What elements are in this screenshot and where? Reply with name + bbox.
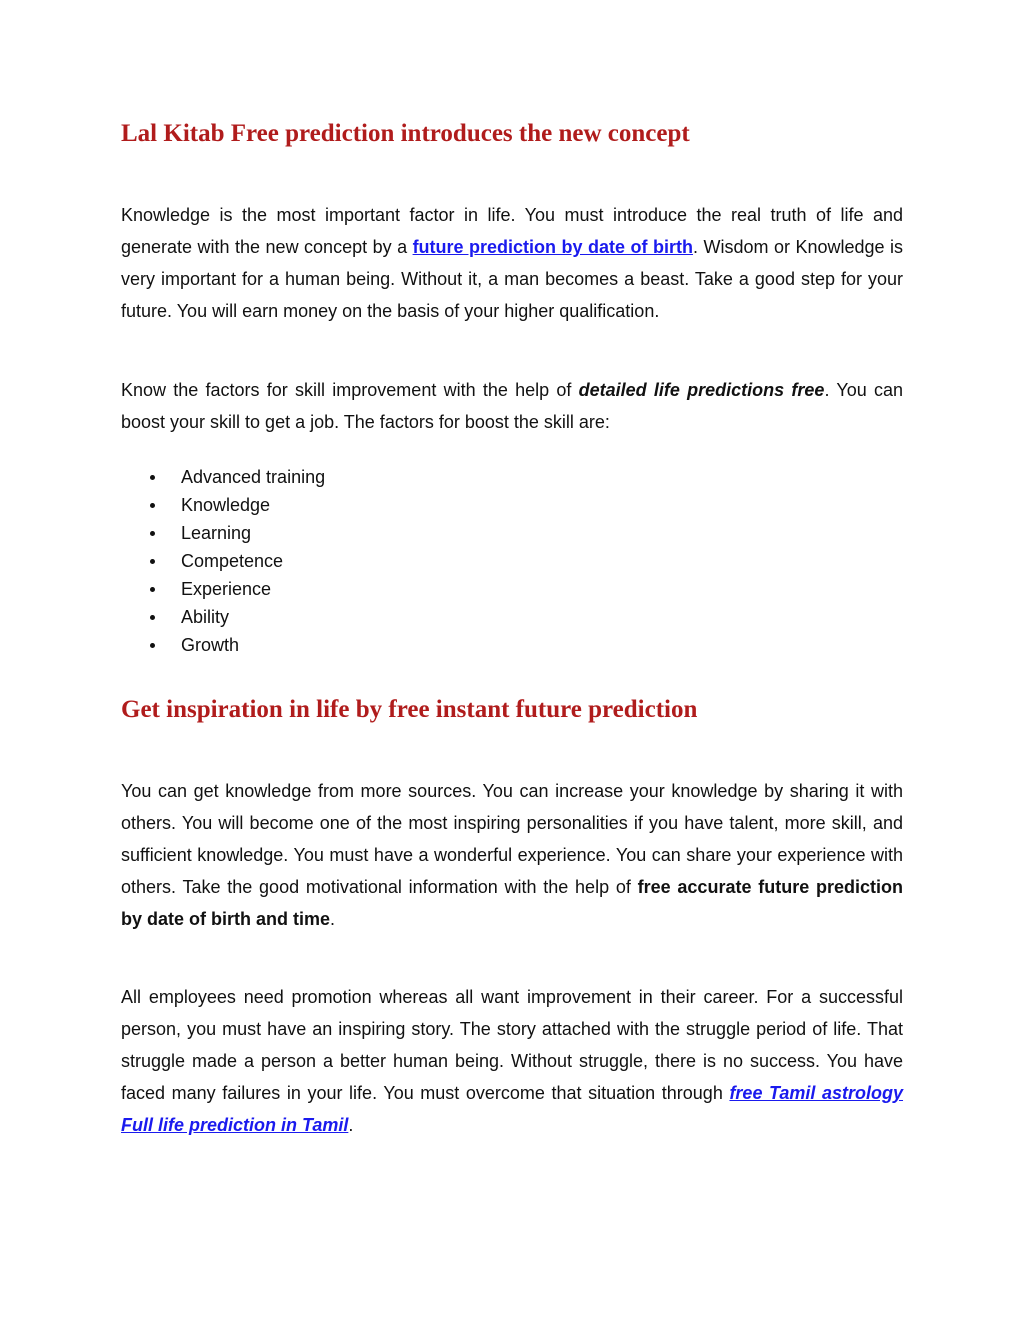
paragraph-employees-promotion: All employees need promotion whereas all want improvement in their career. For a successful person, you must have an inspiring story. The story attached with the struggle period of life. That struggle made a person a better human being. Without struggle, there is no success. You have faced many failures in your life. You must overcome that situation through free Tamil astrology Full life prediction in Tamil. [121, 987, 904, 1135]
list-item: Advanced training [121, 463, 325, 491]
skill-factors-list [121, 463, 325, 659]
paragraph-knowledge-sources: You can get knowledge from more sources. You can increase your knowledge by sharing it with others. You will become one of the most inspiring personalities if you have talent, more skill, and sufficient knowledge. You must have a wonderful experience. You can share your experience with others. Take the good motivational information with the help of free accurate future prediction by date of birth and time. [121, 781, 903, 929]
paragraph-knowledge: Knowledge is the most important factor in life. You must introduce the real truth of life and generate with the new concept by a future prediction by date of birth. Wisdom or Knowledge is very important for a human being. Without it, a man becomes a beast. Take a good step for your future. You will earn money on the basis of your higher qualification. [121, 205, 903, 321]
bold-free-accurate-future-prediction: free accurate future prediction by date of birth and time [121, 877, 903, 929]
list-item: Growth [121, 631, 325, 659]
emphasis-detailed-life-predictions: detailed life predictions free [578, 380, 825, 400]
list-item: Learning [121, 519, 325, 547]
list-item: Ability [121, 603, 325, 631]
list-item: Knowledge [121, 491, 325, 519]
list-item: Competence [121, 547, 325, 575]
link-free-tamil-astrology[interactable]: free Tamil astrology Full life prediction in Tamil [121, 1083, 904, 1135]
list-item: Experience [121, 575, 325, 603]
section-heading-get-inspiration: Get inspiration in life by free instant future prediction [121, 696, 698, 723]
link-future-prediction-by-date-of-birth[interactable]: future prediction by date of birth [412, 237, 693, 257]
section-heading-lal-kitab: Lal Kitab Free prediction introduces the new concept [121, 120, 690, 147]
paragraph-skill-factors: Know the factors for skill improvement with the help of detailed life predictions free. You can boost your skill to get a job. The factors for boost the skill are: [121, 380, 903, 432]
